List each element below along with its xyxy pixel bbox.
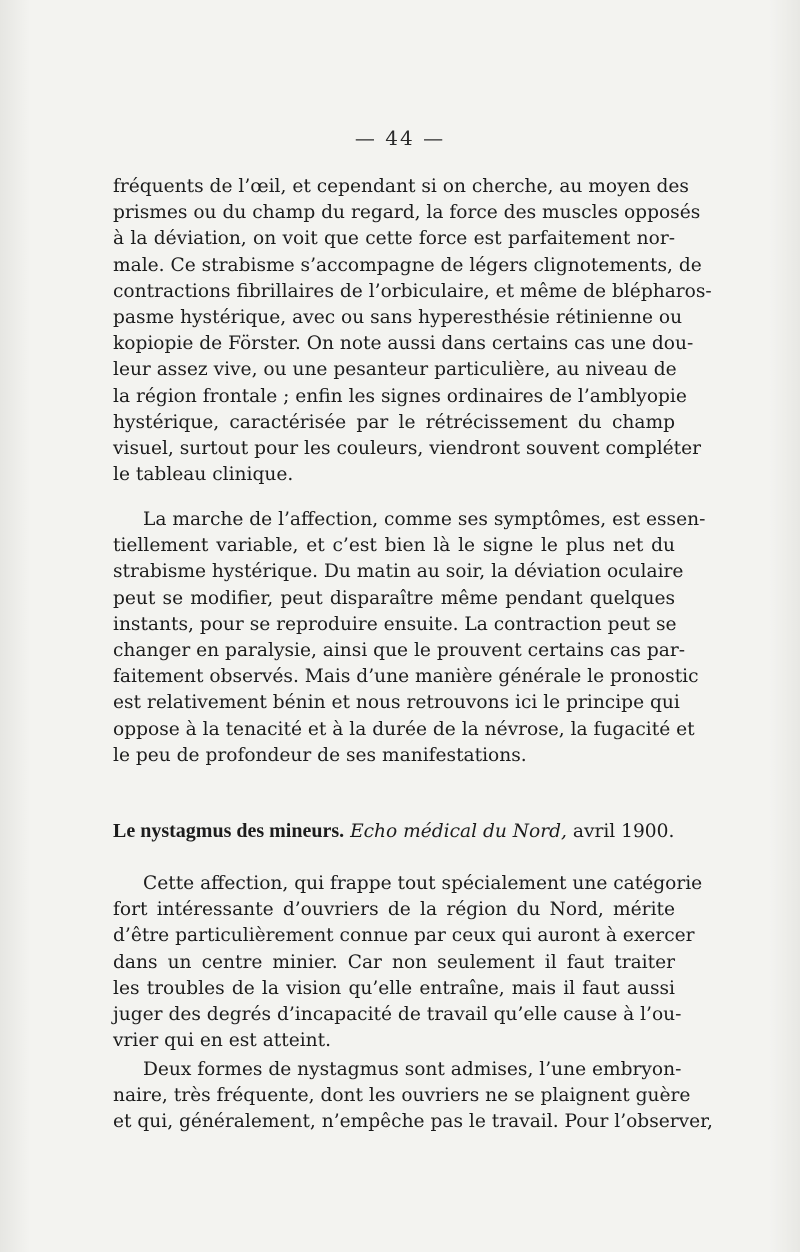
section-date: avril 1900. [572,821,675,842]
section-heading [113,818,675,845]
text-line: strabisme hystérique. Du matin au soir, la déviation oculaire [113,561,684,583]
text-line: pasme hystérique, avec ou sans hyperesthésie rétinienne ou [113,307,683,329]
text-line: Cette affection, qui frappe tout spécialement une catégorie [143,873,703,894]
text-line: naire, très fréquente, dont les ouvriers ne se plaignent guère [113,1085,691,1107]
text-line: peut se modifier, peut disparaître même pendant quelques [113,587,675,609]
text-line: fort intéressante d’ouvriers de la région du Nord, mérite [113,899,675,921]
text-line: d’être particulièrement connue par ceux qui auront à exercer [113,925,695,947]
text-line: changer en paralysie, ainsi que le prouvent certains cas par- [113,640,686,662]
paragraph-nystagmus-forms [113,1057,713,1136]
page-number: — 44 — [354,126,446,150]
text-line: dans un centre minier. Car non seulement il faut traiter [113,951,675,973]
paragraph-affection-course [113,507,706,769]
paragraph-strabismus-symptoms [113,174,712,488]
text-line: la région frontale ; enfin les signes ordinaires de l’amblyopie [113,385,687,407]
text-line: les troubles de la vision qu’elle entraîne, mais il faut aussi [113,977,675,999]
text-line: oppose à la tenacité et à la durée de la névrose, la fugacité et [113,718,695,740]
text-line: instants, pour se reproduire ensuite. La contraction peut se [113,613,677,635]
text-line: fréquents de l’œil, et cependant si on cherche, au moyen des [113,176,689,197]
text-line: contractions fibrillaires de l’orbiculaire, et même de blépharos- [113,280,712,302]
text-line: prismes ou du champ du regard, la force des muscles opposés [113,202,701,224]
text-line: tiellement variable, et c’est bien là le signe le plus net du [113,535,675,557]
text-line: kopiopie de Förster. On note aussi dans certains cas une dou- [113,333,694,355]
text-line: male. Ce strabisme s’accompagne de légers clignotements, de [113,254,702,276]
text-line: Deux formes de nystagmus sont admises, l’une embryon- [143,1059,682,1080]
text-line: juger des degrés d’incapacité de travail qu’elle cause à l’ou- [113,1004,682,1026]
section-source: Echo médical du Nord, [350,821,567,842]
text-line: le tableau clinique. [113,464,294,486]
text-line: vrier qui en est atteint. [113,1030,332,1052]
text-line: et qui, généralement, n’empêche pas le travail. Pour l’observer, [113,1111,713,1133]
text-line: La marche de l’affection, comme ses symptômes, est essen- [143,509,706,530]
text-line: hystérique, caractérisée par le rétrécissement du champ [113,411,675,433]
text-line: faitement observés. Mais d’une manière générale le pronostic [113,666,699,688]
text-line: à la déviation, on voit que cette force est parfaitement nor- [113,228,675,250]
text-line: visuel, surtout pour les couleurs, viendront souvent compléter [113,438,702,460]
section-title: Le nystagmus des mineurs. [113,820,345,842]
text-line: est relativement bénin et nous retrouvons ici le principe qui [113,692,680,714]
text-line: leur assez vive, ou une pesanteur particulière, au niveau de [113,359,677,381]
text-line: le peu de profondeur de ses manifestations. [113,744,527,766]
paragraph-nystagmus-intro [113,871,703,1054]
